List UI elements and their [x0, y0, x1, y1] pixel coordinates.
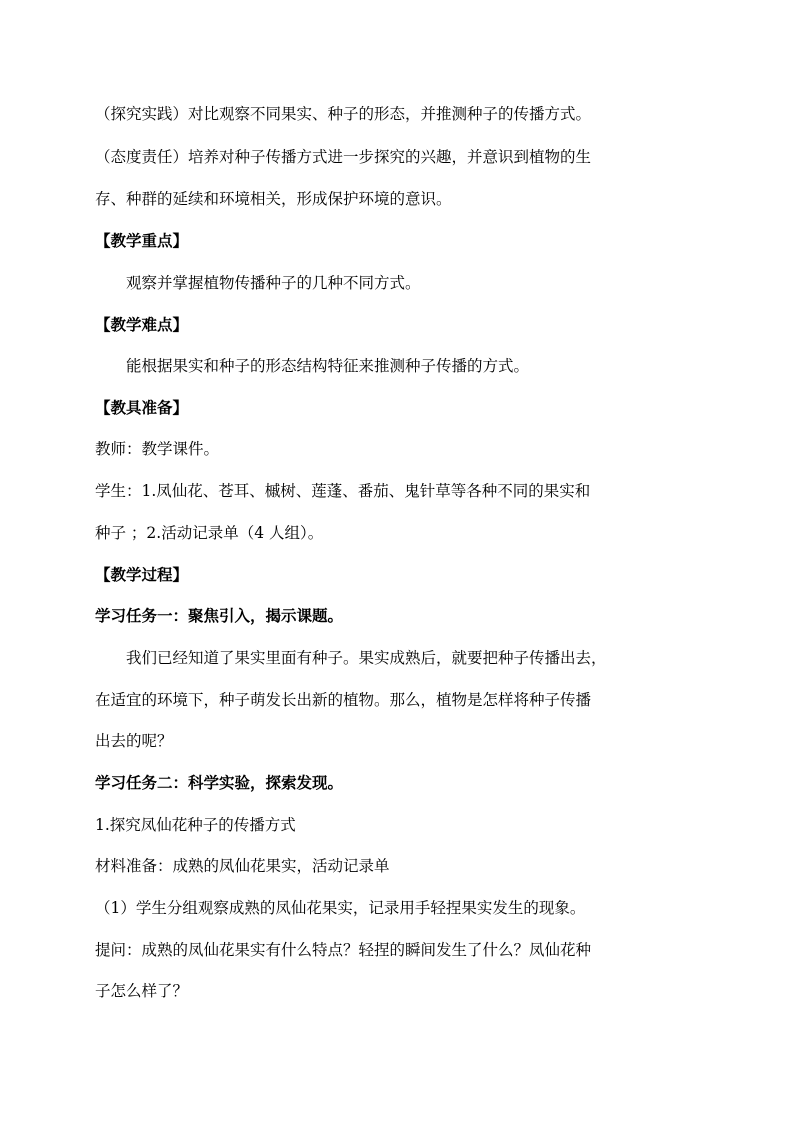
heading-difficulties: 【教学难点】	[95, 315, 189, 334]
activity-1-step-1: （1）学生分组观察成熟的凤仙花果实，记录用手轻捏果实发生的现象。	[95, 899, 586, 917]
heading-key-points: 【教学重点】	[95, 231, 189, 250]
objective-attitude-line-1: （态度责任）培养对种子传播方式进一步探究的兴趣，并意识到植物的生	[95, 148, 592, 166]
task-one-text-line-2: 在适宜的环境下，种子萌发长出新的植物。那么，植物是怎样将种子传播	[95, 691, 592, 709]
objective-attitude-line-2: 存、种群的延续和环境相关，形成保护环境的意识。	[95, 190, 452, 208]
task-one-heading: 学习任务一：聚焦引入，揭示课题。	[95, 606, 344, 625]
materials-student-line-2: 种子 ；2.活动记录单（4 人组）。	[95, 524, 324, 542]
activity-1-title: 1.探究凤仙花种子的传播方式	[95, 816, 296, 834]
task-one-text-line-3: 出去的呢？	[95, 732, 173, 750]
difficulties-text: 能根据果实和种子的形态结构特征来推测种子传播的方式。	[126, 357, 530, 375]
objective-practice: （探究实践）对比观察不同果实、种子的形态，并推测种子的传播方式。	[95, 105, 592, 123]
materials-teacher: 教师：教学课件。	[95, 440, 220, 458]
heading-process: 【教学过程】	[95, 565, 189, 584]
materials-student-line-1: 学生：1.凤仙花、苍耳、槭树、莲蓬、番茄、鬼针草等各种不同的果实和	[95, 482, 591, 500]
task-two-heading: 学习任务二：科学实验，探索发现。	[95, 773, 344, 792]
activity-1-question-line-1: 提问：成熟的凤仙花果实有什么特点？轻捏的瞬间发生了什么？凤仙花种	[95, 941, 592, 959]
activity-1-question-line-2: 子怎么样了？	[95, 982, 189, 1000]
key-points-text: 观察并掌握植物传播种子的几种不同方式。	[126, 274, 421, 292]
task-one-text-line-1: 我们已经知道了果实里面有种子。果实成熟后，就要把种子传播出去，	[126, 649, 607, 667]
activity-1-materials: 材料准备：成熟的凤仙花果实，活动记录单	[95, 857, 390, 875]
heading-materials: 【教具准备】	[95, 398, 189, 417]
